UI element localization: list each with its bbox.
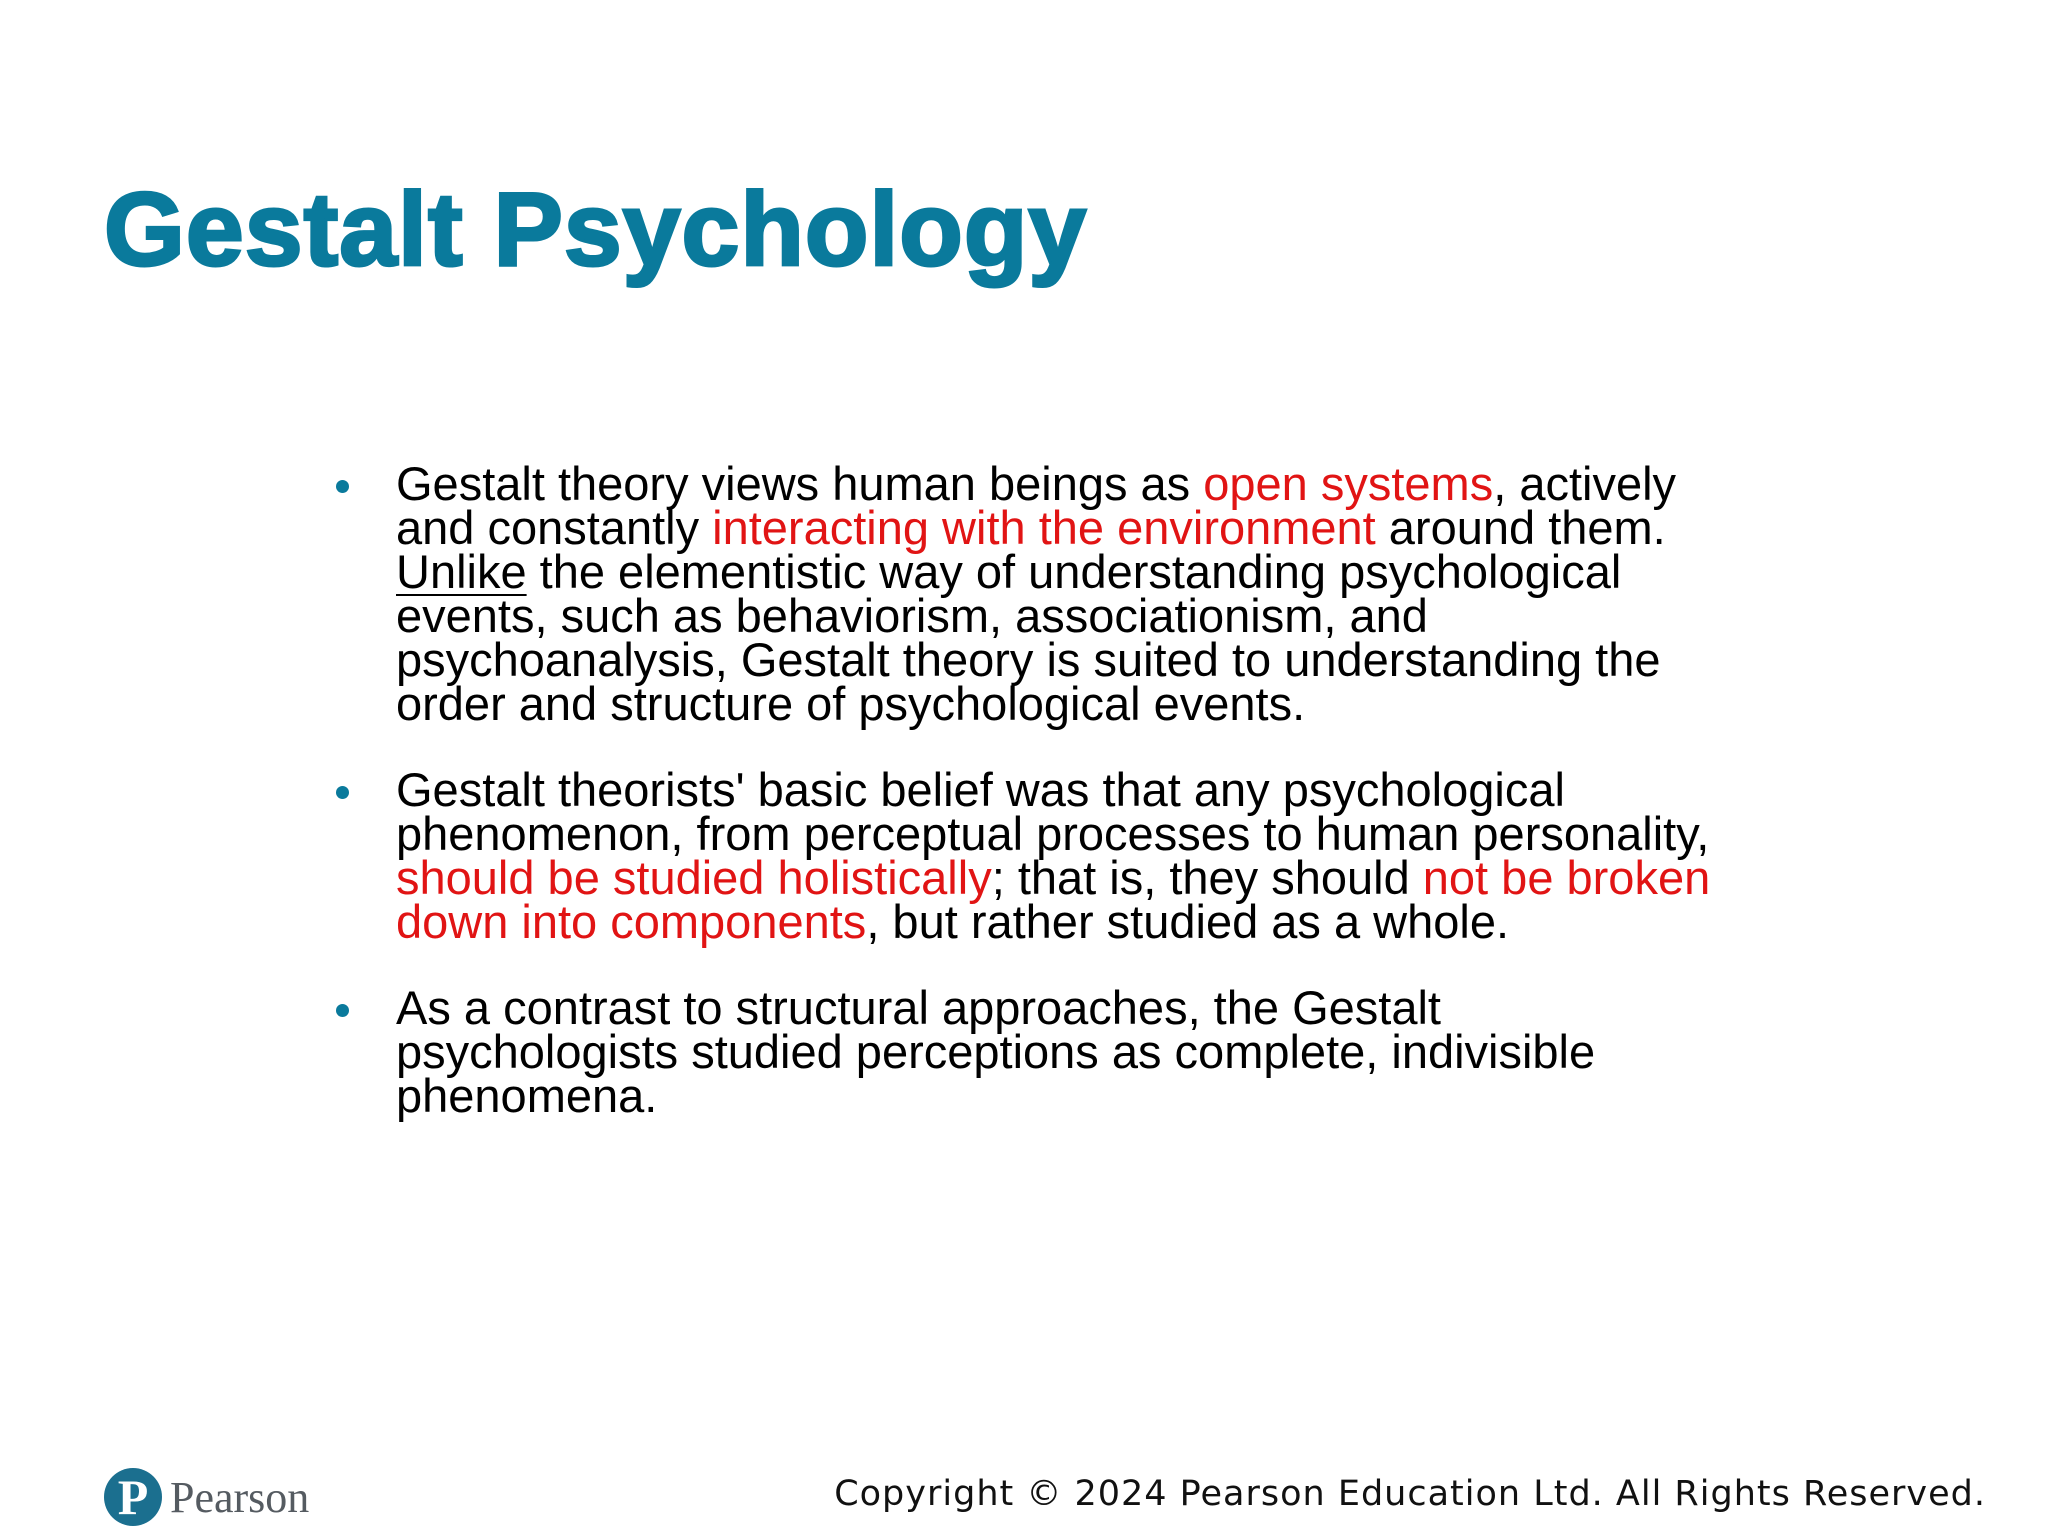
copyright-notice: Copyright © 2024 Pearson Education Ltd. All Rights Reserved. bbox=[834, 1474, 1986, 1514]
highlight-text: should be studied holistically bbox=[396, 851, 992, 904]
bullet-text: Gestalt theorists' basic belief was that any psychological phenomenon, from perceptual processes to human personality, bbox=[396, 763, 1710, 860]
bullet-list bbox=[332, 457, 1732, 1160]
bullet-dot-icon bbox=[336, 1004, 349, 1017]
bullet-text: , actively and constantly bbox=[396, 457, 1677, 554]
pearson-logo bbox=[104, 1466, 309, 1528]
bullet-dot-icon bbox=[336, 480, 349, 493]
highlight-text: open systems bbox=[1203, 457, 1494, 510]
bullet-item bbox=[332, 763, 1732, 948]
bullet-text: , but rather studied as a whole. bbox=[866, 895, 1510, 948]
underlined-text: Unlike bbox=[396, 545, 527, 598]
bullet-text: the elementistic way of understanding psychological events, such as behaviorism, associationism, and psychoanalysis, Gestalt theory is suited to understanding the order and structure of psychological events. bbox=[396, 545, 1661, 730]
slide-title: Gestalt Psychology bbox=[104, 172, 1088, 288]
highlight-text: interacting with the environment bbox=[712, 501, 1376, 554]
bullet-text: ; that is, they should bbox=[991, 851, 1423, 904]
bullet-item bbox=[332, 981, 1732, 1122]
bullet-text: Gestalt theory views human beings as bbox=[396, 457, 1204, 510]
pearson-logo-icon: P bbox=[104, 1468, 162, 1526]
bullet-item bbox=[332, 457, 1732, 730]
bullet-text: around them. bbox=[1375, 501, 1666, 554]
bullet-text: As a contrast to structural approaches, the Gestalt psychologists studied perceptions as complete, indivisible phenomena. bbox=[396, 981, 1596, 1122]
bullet-dot-icon bbox=[336, 786, 349, 799]
highlight-text: not be broken down into components bbox=[396, 851, 1711, 948]
logo-wordmark: Pearson bbox=[170, 1472, 310, 1522]
